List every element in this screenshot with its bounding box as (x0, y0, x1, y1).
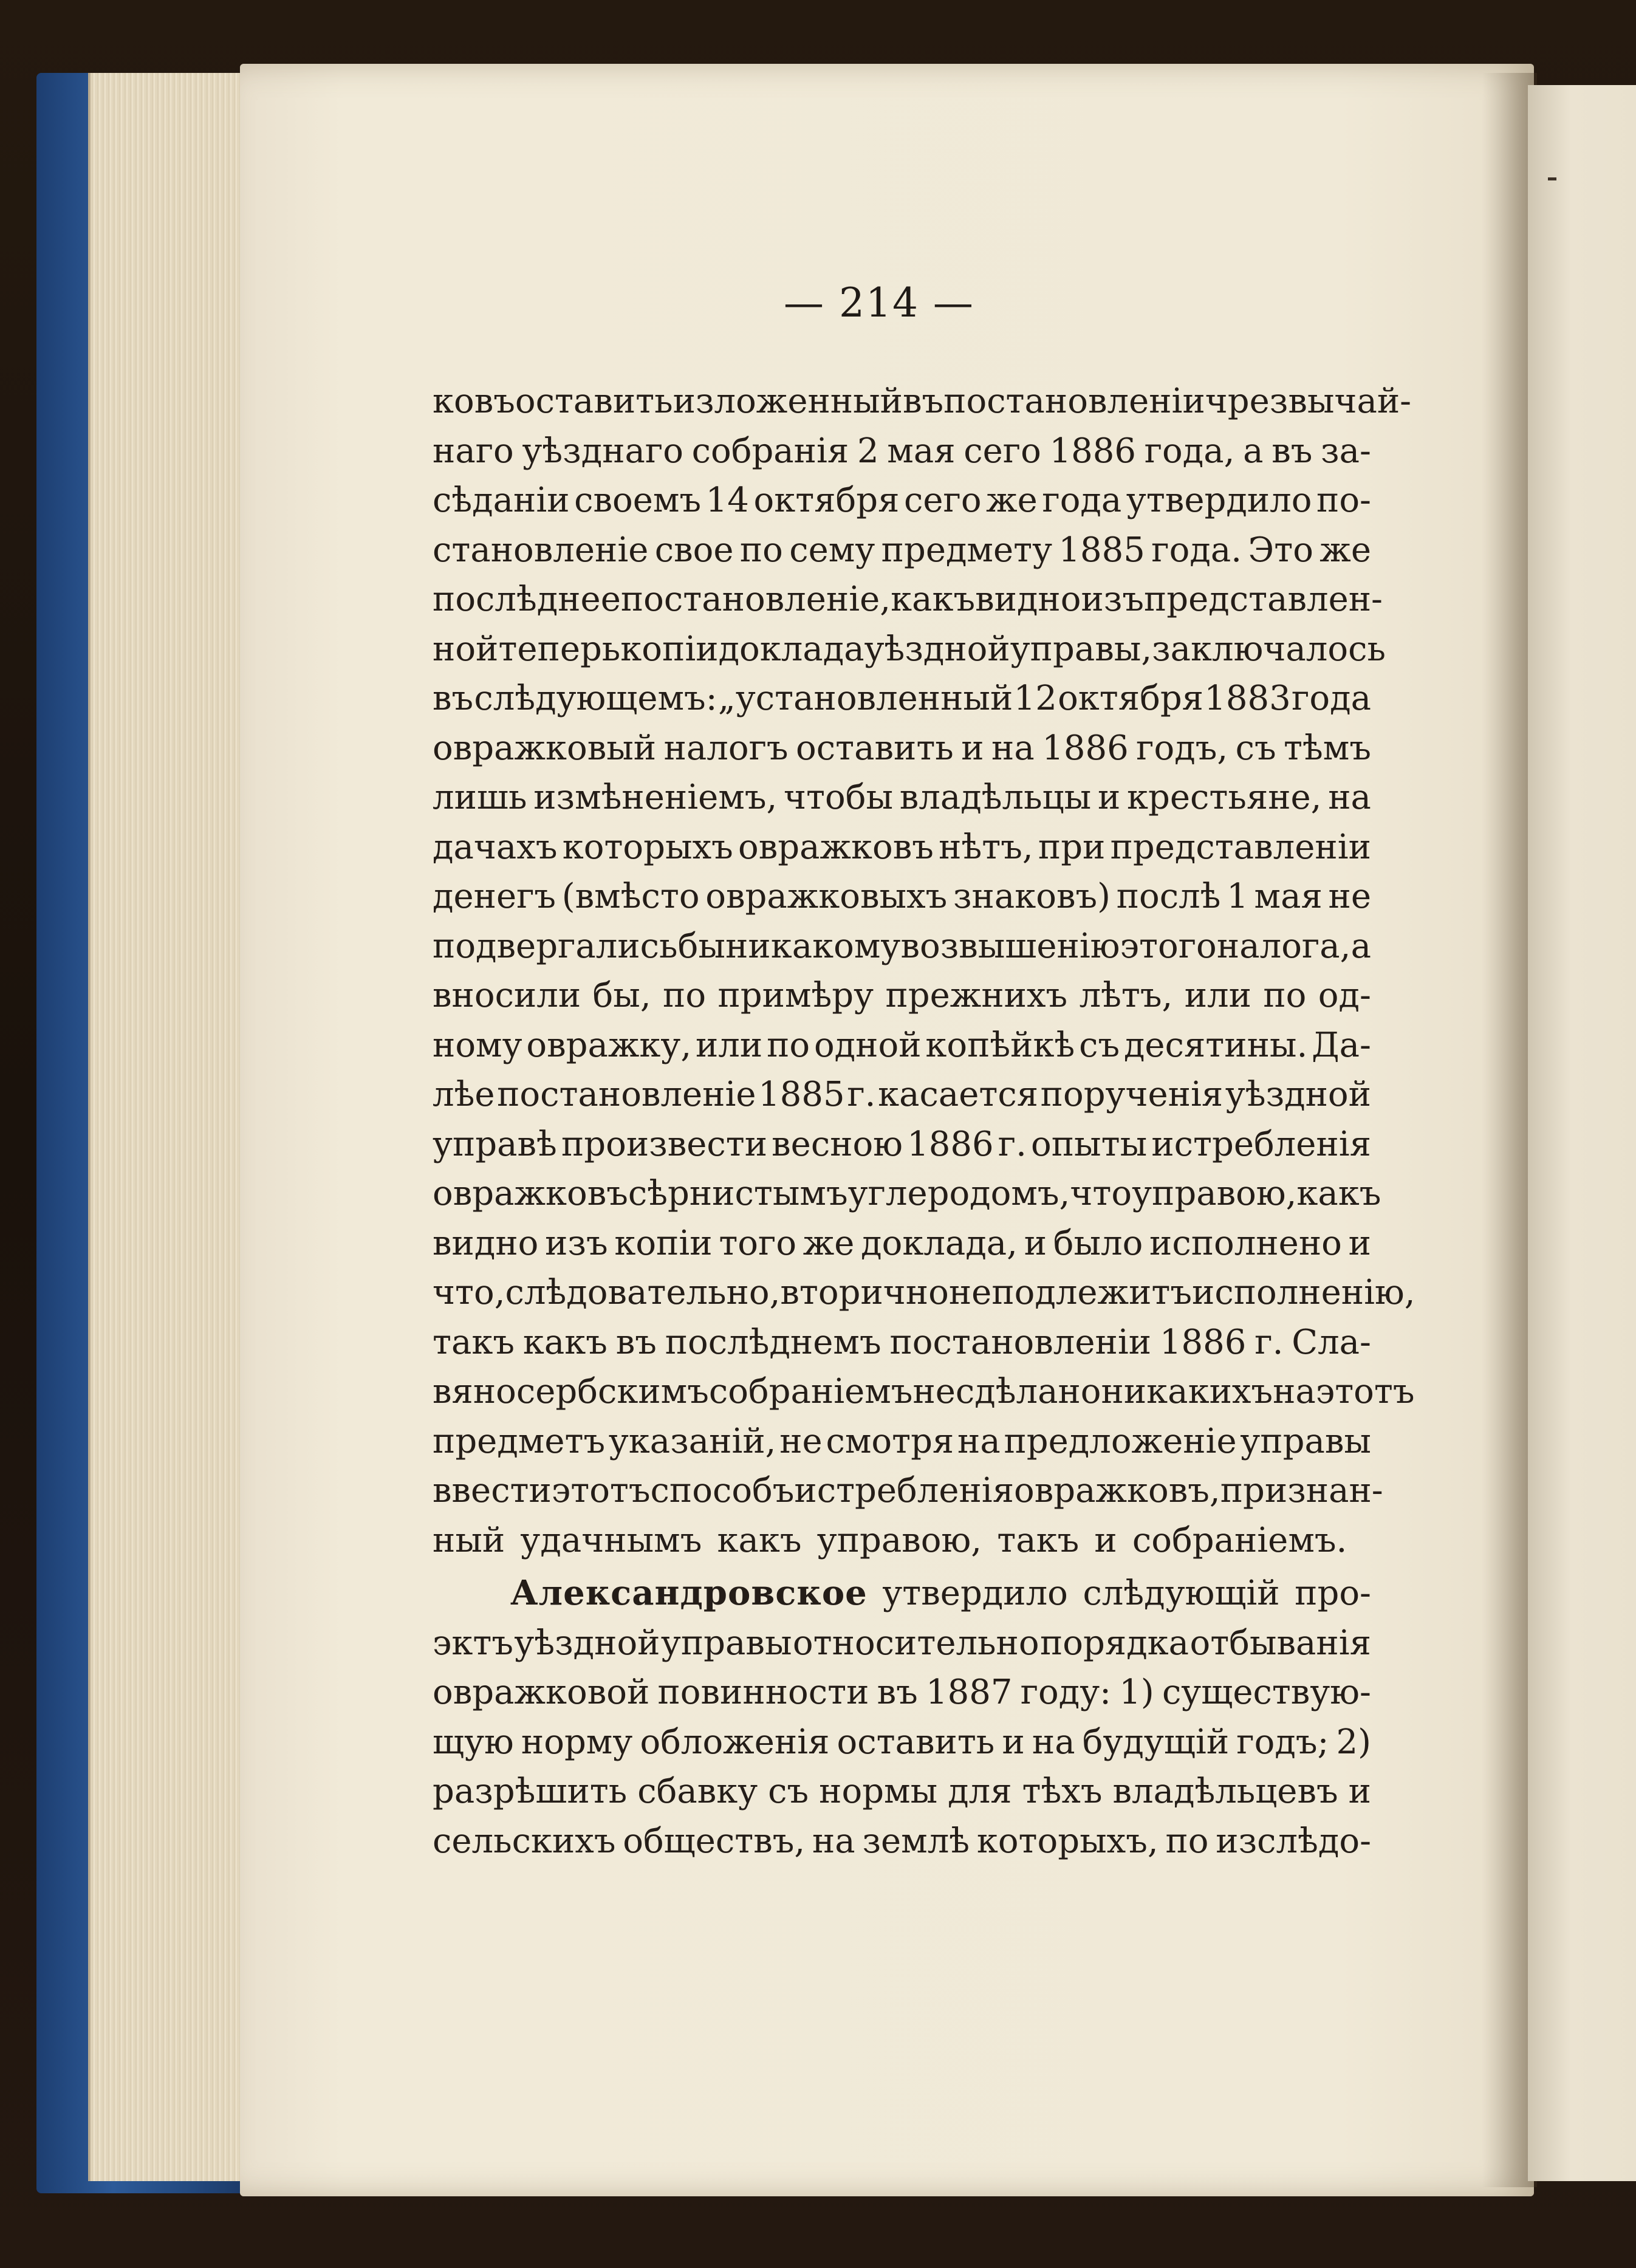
word: никакому (725, 926, 901, 966)
word: дачахъ (433, 827, 558, 867)
word: 1886 (1049, 431, 1136, 471)
word: оставить (515, 382, 673, 421)
word: указаній, (608, 1421, 776, 1461)
word: щую (433, 1722, 514, 1762)
word: смотря (826, 1421, 954, 1461)
word: чрезвычай- (1205, 382, 1412, 421)
word: Да- (1312, 1025, 1371, 1065)
word: повинности (657, 1673, 869, 1712)
word: не (948, 1273, 992, 1312)
word: предложеніе (1004, 1421, 1237, 1461)
word: же (1319, 530, 1371, 570)
word: а (1350, 926, 1371, 966)
word: ввести (433, 1471, 552, 1510)
word: ный (433, 1520, 505, 1560)
word: вносили (433, 976, 581, 1015)
word: истребленія (794, 1471, 1015, 1510)
text-line (433, 1070, 1371, 1120)
word: для (948, 1772, 1012, 1811)
word: уѣзднаго (522, 431, 683, 471)
text-line (433, 872, 1371, 922)
word: октября (1058, 679, 1204, 718)
word: 1886 (907, 1124, 994, 1164)
word: лишь (433, 778, 527, 817)
word: копѣйкѣ (925, 1025, 1075, 1065)
word: послѣднемъ (665, 1322, 881, 1362)
word: уѣздной (1225, 1075, 1371, 1114)
word: сѣданіи (433, 481, 570, 520)
word: опыты (1031, 1124, 1148, 1164)
word: 2 (857, 431, 879, 471)
word: копіи (620, 629, 719, 669)
word: десятины. (1123, 1025, 1308, 1065)
adjacent-page-edge (1528, 85, 1636, 2181)
word: года. (1151, 530, 1242, 570)
word: бы, (592, 976, 651, 1015)
word: лѣтъ, (1079, 976, 1173, 1015)
word: постановленіе, (620, 580, 891, 619)
word: слѣдовательно, (505, 1273, 781, 1312)
word: управою, (816, 1520, 982, 1560)
word: про- (1295, 1574, 1371, 1613)
word: 1 (1227, 877, 1248, 916)
word: изслѣдо- (1216, 1821, 1371, 1861)
word: теперь (498, 629, 621, 669)
word: постановленіи (943, 382, 1205, 421)
word: что, (433, 1273, 505, 1312)
word: мая (887, 431, 956, 471)
text-line (433, 1817, 1371, 1866)
word: овражковой (433, 1673, 650, 1712)
word: сбавку (637, 1772, 758, 1811)
word: на (957, 1421, 1001, 1461)
word: свое (654, 530, 734, 570)
word: въ (615, 1322, 657, 1362)
word: мая (1254, 877, 1323, 916)
text-line (433, 1516, 1371, 1566)
word: денегъ (433, 877, 556, 916)
word: владѣльцы (899, 778, 1092, 817)
word: управою, (1132, 1174, 1297, 1213)
word: касается (878, 1075, 1039, 1114)
word: 1883 (1204, 679, 1291, 718)
text-line (433, 1169, 1381, 1219)
text-line (433, 1466, 1383, 1516)
text-line (433, 427, 1371, 476)
word: этого (1120, 926, 1217, 966)
word: или (695, 1025, 763, 1065)
word: какъ (522, 1322, 608, 1362)
word: управы, (1010, 629, 1152, 669)
word: владѣльцевъ (1112, 1772, 1338, 1811)
text-line (433, 1718, 1371, 1767)
word: послѣднее (433, 580, 621, 619)
word: относительно (792, 1623, 1039, 1663)
word: на (991, 728, 1035, 768)
word: оставить (837, 1722, 995, 1762)
word: которыхъ, (976, 1821, 1159, 1861)
word: существую- (1162, 1673, 1371, 1712)
word: 1885 (1058, 530, 1145, 570)
text-line (433, 1021, 1371, 1071)
word: управы (660, 1623, 792, 1663)
word: представлен- (1143, 580, 1383, 619)
word: изложенный (673, 382, 903, 421)
word: од- (1318, 976, 1371, 1015)
word: овражковый (433, 728, 657, 768)
word: овражковъ, (1014, 1471, 1220, 1510)
word: не (912, 1372, 956, 1411)
word: утвердило (1126, 481, 1312, 520)
page-text (433, 377, 1415, 1866)
word: такъ (433, 1322, 515, 1362)
page-number: — 214 — (784, 279, 974, 326)
word: было (1053, 1223, 1143, 1263)
word: ному (433, 1025, 522, 1065)
word: въ (433, 679, 474, 718)
page-edges (88, 73, 255, 2181)
word: же (803, 1223, 855, 1263)
word: вяносербскимъ (433, 1372, 709, 1411)
word: на (812, 1821, 855, 1861)
word: вторично (780, 1273, 949, 1312)
word: года, (1144, 431, 1235, 471)
word: отбыванія (1189, 1623, 1371, 1663)
word: „установленный (717, 679, 1013, 718)
word: управы (1240, 1421, 1371, 1461)
word: эктъ (433, 1623, 513, 1663)
text-line (433, 1219, 1371, 1269)
word: съ (1079, 1025, 1120, 1065)
word: овражковыхъ (705, 877, 948, 916)
word: октября (753, 481, 900, 520)
word: ной (433, 629, 499, 669)
word: какъ (891, 580, 976, 619)
text-line (433, 1367, 1415, 1417)
word: Это (1248, 530, 1313, 570)
word: разрѣшить (433, 1772, 628, 1811)
word: 1887 (925, 1673, 1013, 1712)
text-line (433, 1318, 1371, 1368)
word: по (1165, 1821, 1209, 1861)
text-line (433, 377, 1412, 427)
word: подвергались (433, 926, 678, 966)
word: тѣхъ (1022, 1772, 1103, 1811)
text-line (433, 674, 1371, 724)
word: своемъ (574, 481, 702, 520)
word: въ (877, 1673, 918, 1712)
text-line (433, 1569, 1371, 1619)
word: сего (963, 431, 1041, 471)
word: изъ (545, 1223, 608, 1263)
text-line (433, 823, 1371, 872)
word: не (779, 1421, 823, 1461)
word: прежнихъ (885, 976, 1068, 1015)
word: знаковъ) (953, 877, 1111, 916)
word: и (1097, 778, 1121, 817)
word: сѣрнистымъ (628, 1174, 848, 1213)
word: одной (813, 1025, 922, 1065)
word: подлежитъ (991, 1273, 1192, 1312)
word: изъ (1081, 580, 1144, 619)
word: порядка (1039, 1623, 1189, 1663)
word: или (1184, 976, 1251, 1015)
word: истребленія (1151, 1124, 1371, 1164)
word: копіи (614, 1223, 713, 1263)
word: бы (677, 926, 725, 966)
text-line (433, 1619, 1371, 1668)
word: году: (1020, 1673, 1112, 1712)
word: на (1032, 1722, 1075, 1762)
word: произвести (561, 1124, 768, 1164)
word: по- (1316, 481, 1371, 520)
word: которыхъ (562, 827, 733, 867)
word: за- (1321, 431, 1371, 471)
word: не (1328, 877, 1371, 916)
word: съ (768, 1772, 809, 1811)
word: и (1348, 1223, 1371, 1263)
word: что (1070, 1174, 1132, 1213)
word: сему (789, 530, 875, 570)
word: и (1002, 1722, 1025, 1762)
text-line (433, 1668, 1371, 1718)
text-line (433, 575, 1383, 625)
word: предметъ (433, 1421, 606, 1461)
word: какъ (717, 1520, 802, 1560)
word: предмету (881, 530, 1053, 570)
word: (вмѣсто (561, 877, 700, 916)
word: и (1024, 1223, 1047, 1263)
text-line (433, 724, 1371, 773)
word: при (1038, 827, 1106, 867)
word: уѣздной (864, 629, 1010, 669)
word: слѣдующемъ: (474, 679, 717, 718)
word: обложенія (640, 1722, 830, 1762)
word: какъ (1296, 1174, 1381, 1213)
word: этотъ (1315, 1372, 1415, 1411)
word: исполнено (1149, 1223, 1342, 1263)
word: 1885 (758, 1075, 845, 1114)
word: уѣздной (514, 1623, 660, 1663)
word: будущій (1082, 1722, 1230, 1762)
word: съ (1235, 728, 1276, 768)
word: года (1042, 481, 1122, 520)
word: Сла- (1292, 1322, 1371, 1362)
word: въ (903, 382, 944, 421)
text-line (433, 1767, 1371, 1817)
word: налогъ (663, 728, 789, 768)
word: года (1292, 679, 1371, 718)
bold-lead-word: Александровское (510, 1573, 868, 1613)
word: оставить (796, 728, 954, 768)
word: доклада, (861, 1223, 1018, 1263)
word: нѣтъ, (939, 827, 1033, 867)
word: по (663, 976, 707, 1015)
text-line (433, 922, 1371, 971)
word: возвышенію (900, 926, 1120, 966)
word: слѣдующій (1083, 1574, 1280, 1613)
word: и (961, 728, 984, 768)
word: управѣ (433, 1124, 557, 1164)
word: по (767, 1025, 810, 1065)
word: собраніемъ (708, 1372, 913, 1411)
adjacent-page-mark (1548, 177, 1556, 180)
text-line (433, 773, 1371, 823)
word: по (1263, 976, 1307, 1015)
text-line (433, 1417, 1371, 1467)
word: обществъ, (623, 1821, 806, 1861)
word: примѣру (717, 976, 874, 1015)
word: наго (433, 431, 514, 471)
word: по (739, 530, 783, 570)
word: углеродомъ, (847, 1174, 1070, 1213)
word: послѣ (1116, 877, 1221, 916)
word: признан- (1220, 1471, 1383, 1510)
word: 12 (1013, 679, 1057, 718)
word: сдѣлано (955, 1372, 1101, 1411)
text-line (433, 1268, 1415, 1318)
word: налога, (1216, 926, 1351, 966)
word: порученія (1040, 1075, 1224, 1114)
word: никакихъ (1101, 1372, 1273, 1411)
text-line (433, 625, 1386, 674)
word: доклада (718, 629, 864, 669)
word: чтобы (784, 778, 894, 817)
word: 1) (1119, 1673, 1154, 1712)
word: и (1348, 1772, 1371, 1811)
word: постановленіи (889, 1322, 1152, 1362)
word: исполненію, (1192, 1273, 1415, 1312)
word: видно (975, 580, 1081, 619)
word: лѣе (433, 1075, 495, 1114)
word: сельскихъ (433, 1821, 616, 1861)
word: этотъ (551, 1471, 651, 1510)
word: 1886 (1159, 1322, 1247, 1362)
word: овражку, (526, 1025, 692, 1065)
word: г. (847, 1075, 876, 1114)
word: сего (904, 481, 982, 520)
word: крестьяне, (1127, 778, 1322, 817)
text-line (433, 1120, 1371, 1170)
word: землѣ (862, 1821, 970, 1861)
word: овражковъ (738, 827, 934, 867)
word: собраніемъ. (1132, 1520, 1347, 1560)
word: способъ (650, 1471, 795, 1510)
word: удачнымъ (520, 1520, 702, 1560)
word: представленіи (1110, 827, 1371, 867)
word: на (1273, 1372, 1316, 1411)
word: становленіе (433, 530, 649, 570)
word: овражковъ (433, 1174, 628, 1213)
word: утвердило (882, 1574, 1068, 1613)
word: весною (772, 1124, 903, 1164)
word: 2) (1336, 1722, 1371, 1762)
word: 14 (705, 481, 749, 520)
word: же (986, 481, 1038, 520)
word: годъ, (1136, 728, 1228, 768)
word: того (719, 1223, 797, 1263)
word: тѣмъ (1284, 728, 1371, 768)
text-line (433, 971, 1371, 1021)
word: 1886 (1042, 728, 1129, 768)
word: г. (998, 1124, 1027, 1164)
word: г. (1254, 1322, 1284, 1362)
word: такъ (997, 1520, 1080, 1560)
text-line (433, 526, 1371, 575)
word: годъ; (1236, 1722, 1329, 1762)
word: на (1328, 778, 1371, 817)
word: собранія (691, 431, 849, 471)
word: а (1243, 431, 1264, 471)
text-line (433, 476, 1371, 526)
word: ковъ (433, 382, 515, 421)
word: измѣненіемъ, (533, 778, 778, 817)
word: видно (433, 1223, 539, 1263)
word: нормы (819, 1772, 938, 1811)
word: заключалось (1152, 629, 1386, 669)
word: и (1094, 1520, 1117, 1560)
word: постановленіе (497, 1075, 756, 1114)
word: норму (521, 1722, 633, 1762)
word: въ (1271, 431, 1313, 471)
